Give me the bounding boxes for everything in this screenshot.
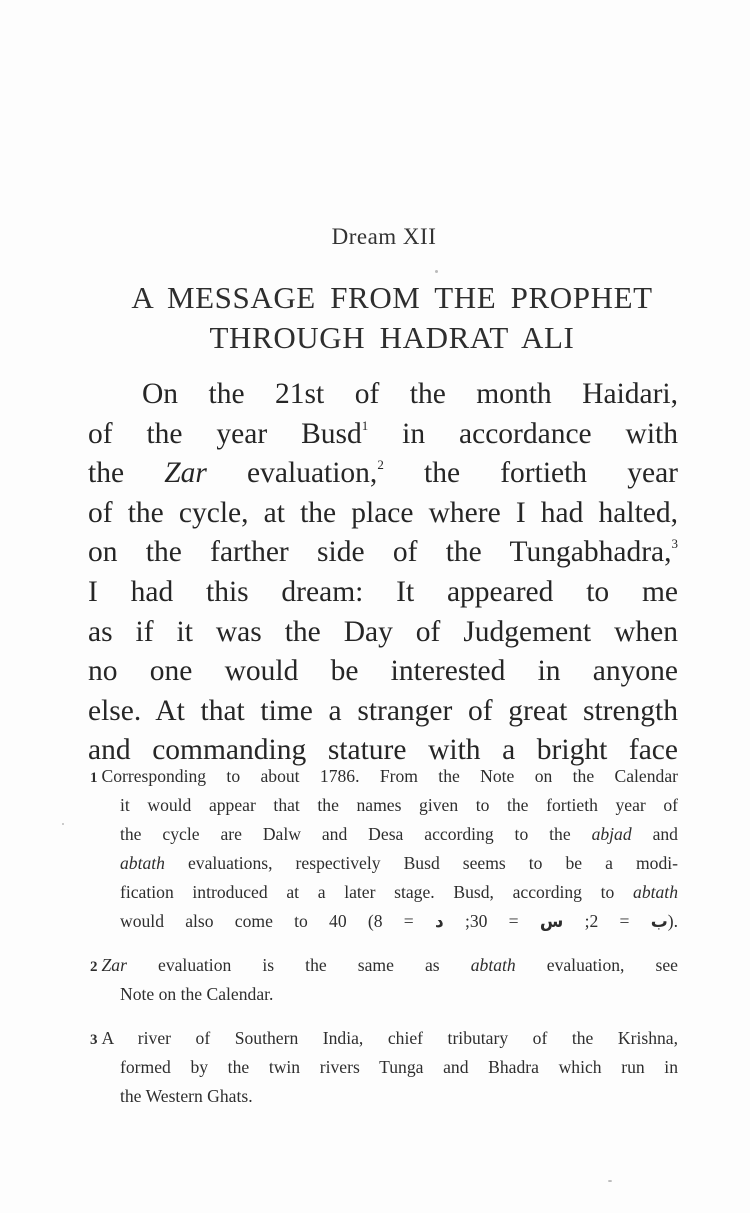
arabic-letter-ba: ب <box>650 912 668 932</box>
footnote-number: 1 <box>90 770 98 786</box>
body-line: of the cycle, at the place where I had halted, <box>88 496 678 529</box>
footnote-line: fication introduced at a later stage. Busd, according to abtath <box>120 882 678 902</box>
body-line: and commanding stature with a bright face <box>88 734 678 767</box>
footnote-line: 3 A river of Southern India, chief tributary of the Krishna, <box>90 1028 678 1048</box>
footnote-ref-2[interactable]: 2 <box>377 457 384 473</box>
body-line: no one would be interested in anyone <box>88 655 678 688</box>
footnote-number: 3 <box>90 1032 98 1048</box>
scan-speck <box>62 823 64 825</box>
chapter-title-line-1: A MESSAGE FROM THE PROPHET <box>131 280 653 315</box>
body-line: I had this dream: It appeared to me <box>88 575 678 608</box>
scan-speck <box>435 270 438 273</box>
footnote-2 <box>90 951 678 1009</box>
footnote-1 <box>90 762 678 936</box>
footnote-line: formed by the twin rivers Tunga and Bhadra which run in <box>120 1057 678 1077</box>
chapter-title <box>90 278 694 358</box>
footnote-line: the cycle are Dalw and Desa according to the abjad and <box>120 824 678 844</box>
footnote-line: 2 Zar evaluation is the same as abtath evaluation, see <box>90 955 678 975</box>
body-paragraph <box>88 375 678 771</box>
footnote-line: would also come to 40 ( ب = 2; س = 30; د = 8). <box>120 911 679 932</box>
footnotes <box>90 762 678 1126</box>
chapter-title-line-2: THROUGH HADRAT ALI <box>209 320 575 355</box>
body-line: else. At that time a stranger of great strength <box>88 694 678 727</box>
chapter-label: Dream XII <box>331 224 437 249</box>
footnote-line: the Western Ghats. <box>120 1086 253 1106</box>
footnote-line: Note on the Calendar. <box>120 984 274 1004</box>
footnote-ref-1[interactable]: 1 <box>361 417 369 433</box>
footnote-ref-3[interactable]: 3 <box>671 536 678 552</box>
body-line: the Zar evaluation,$^2$ the fortieth year <box>88 457 678 490</box>
footnote-line: 1 Corresponding to about 1786. From the Note on the Calendar <box>90 766 678 786</box>
footnote-number: 2 <box>90 959 98 975</box>
scan-speck <box>608 1180 612 1182</box>
body-line: of the year Busd$^1$ in accordance with <box>88 417 678 450</box>
footnote-3 <box>90 1024 678 1111</box>
arabic-letter-dal: د <box>434 912 444 932</box>
body-line: On the 21st of the month Haidari, <box>142 378 678 410</box>
body-line: on the farther side of the Tungabhadra,$^3$ <box>88 536 678 569</box>
footnote-line: it would appear that the names given to the fortieth year of <box>120 795 678 815</box>
footnote-line: abtath evaluations, respectively Busd seems to be a modi- <box>120 853 678 873</box>
body-line: as if it was the Day of Judgement when <box>88 615 678 648</box>
arabic-letter-sin: س <box>539 912 564 932</box>
